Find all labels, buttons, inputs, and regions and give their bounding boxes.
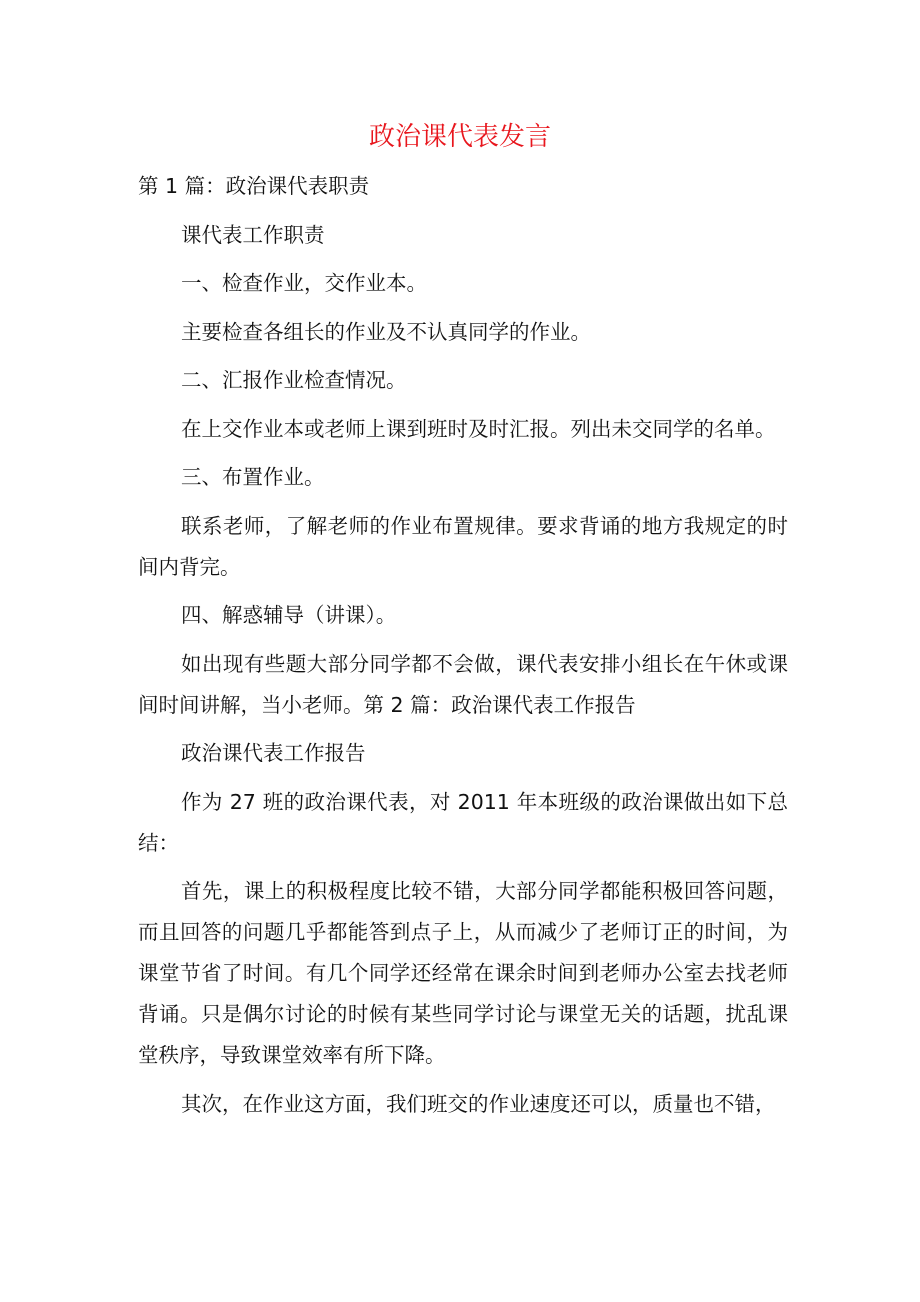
paragraph-section-title: 课代表工作职责 bbox=[181, 222, 325, 247]
paragraph-report-title: 政治课代表工作报告 bbox=[181, 741, 366, 765]
paragraph-duty-1: 一、检查作业，交作业本。 bbox=[181, 271, 427, 295]
paragraph-duty-3: 三、布置作业。 bbox=[181, 465, 325, 489]
paragraph-heading-part1: 第 1 篇：政治课代表职责 bbox=[138, 174, 370, 198]
paragraph-duty-3-detail: 联系老师，了解老师的作业布置规律。要求背诵的地方我规定的时间内背完。 bbox=[138, 513, 788, 579]
paragraph-report-first: 首先，课上的积极程度比较不错，大部分同学都能积极回答问题，而且回答的问题几乎都能答到点子上，从而减少了老师订正的时间，为课堂节省了时间。有几个同学还经常在课余时间到老师办公室去找老师背诵。只是偶尔讨论的时候有某些同学讨论与课堂无关的话题，扰乱课堂秩序，导致课堂效率有所下降。 bbox=[138, 879, 788, 1067]
document-body bbox=[138, 166, 788, 1132]
paragraph-duty-4: 四、解惑辅导（讲课）。 bbox=[181, 603, 397, 627]
document-title: 政治课代表发言 bbox=[368, 122, 551, 152]
paragraph-duty-2-detail: 在上交作业本或老师上课到班时及时汇报。列出未交同学的名单。 bbox=[181, 416, 776, 441]
paragraph-duty-2: 二、汇报作业检查情况。 bbox=[181, 368, 407, 392]
paragraph-report-intro: 作为 27 班的政治课代表，对 2011 年本班级的政治课做出如下总结： bbox=[138, 789, 788, 855]
paragraph-duty-1-detail: 主要检查各组长的作业及不认真同学的作业。 bbox=[181, 319, 591, 344]
paragraph-duty-4-detail: 如出现有些题大部分同学都不会做，课代表安排小组长在午休或课间时间讲解，当小老师。第 2 篇：政治课代表工作报告 bbox=[138, 651, 788, 717]
paragraph-report-second: 其次，在作业这方面，我们班交的作业速度还可以，质量也不错， bbox=[181, 1091, 776, 1116]
